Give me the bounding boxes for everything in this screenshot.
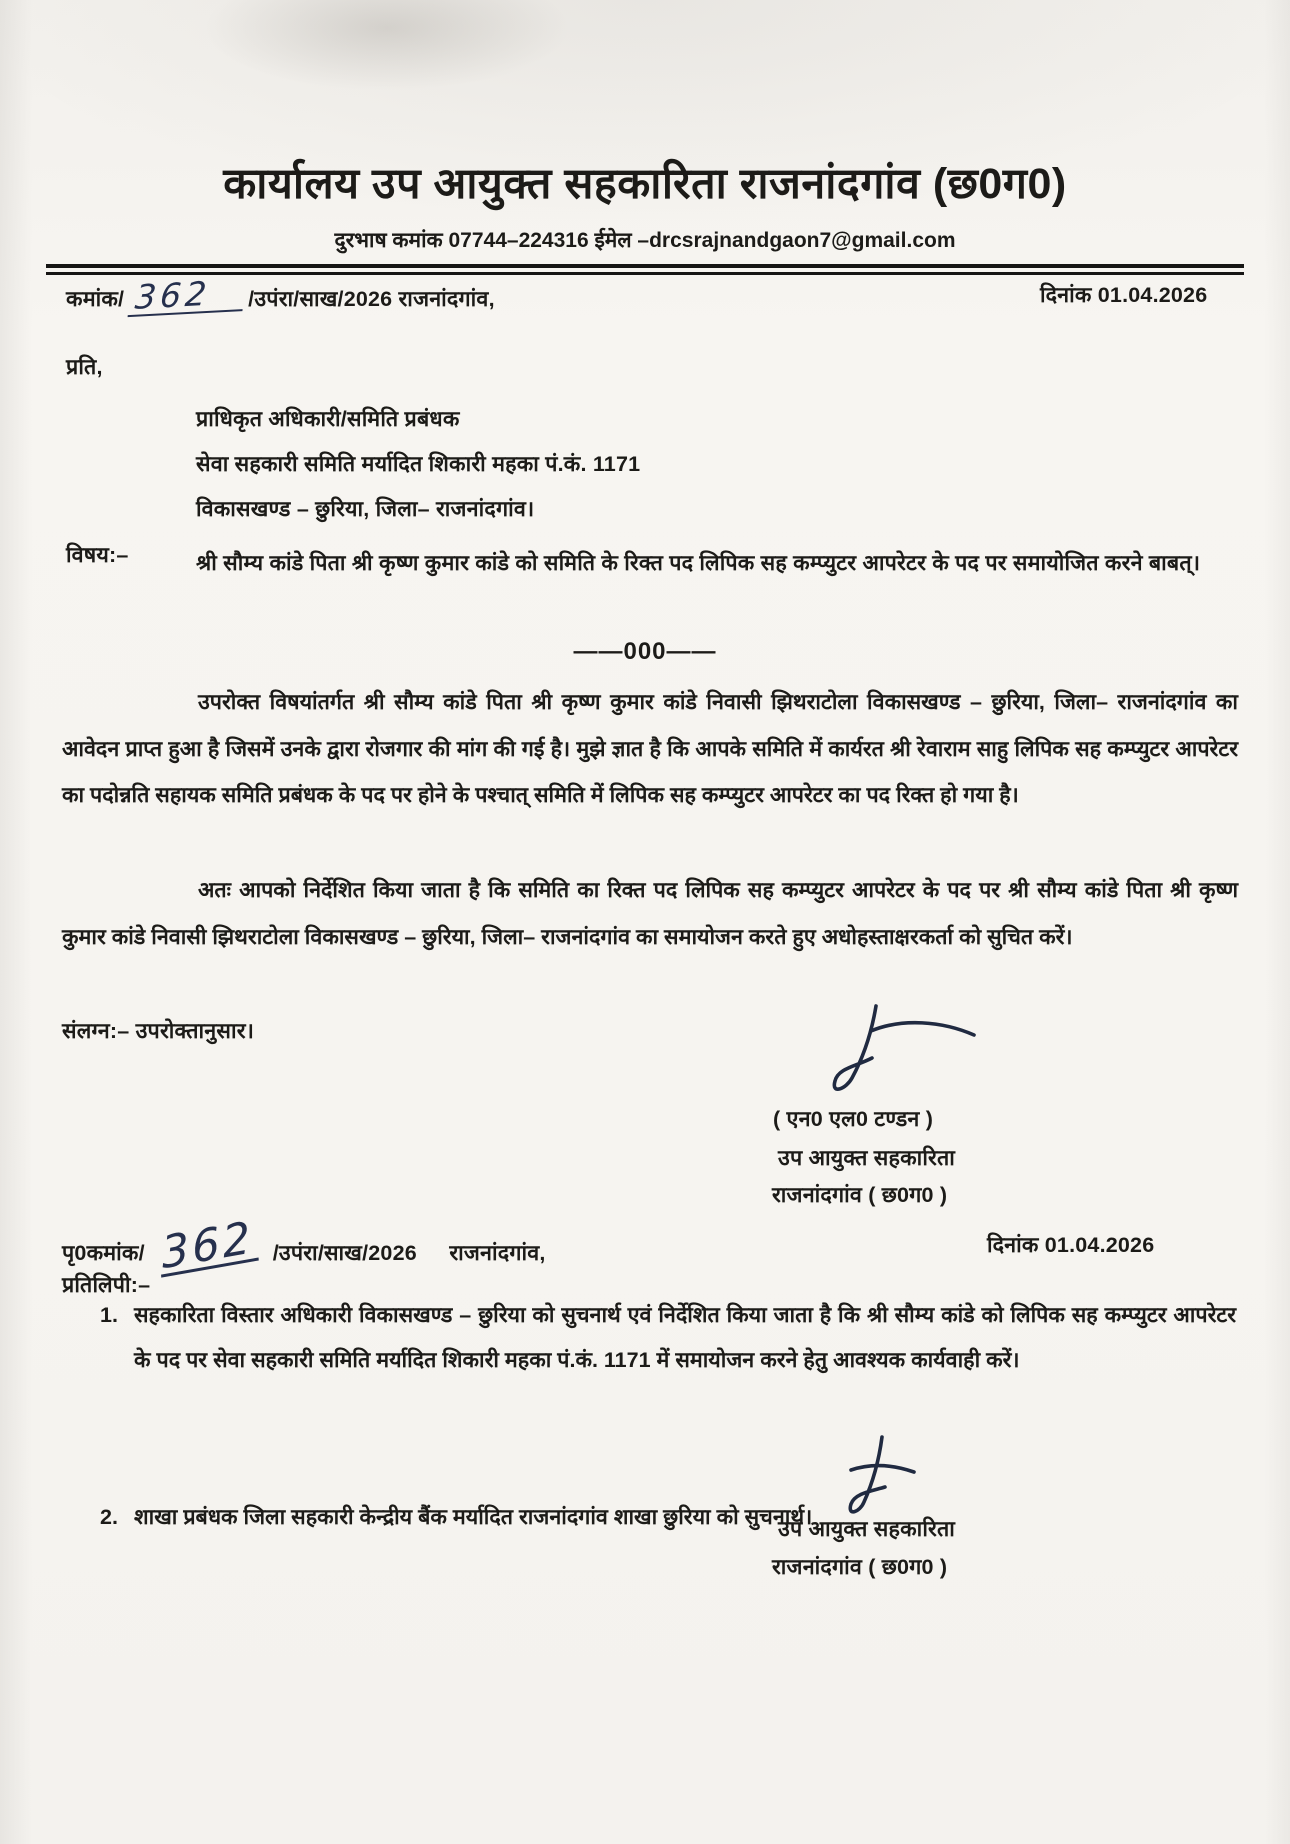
copy-item-2-text: शाखा प्रबंधक जिला सहकारी केन्द्रीय बैंक मर्यादित राजनांदगांव शाखा छुरिया को सुचनार्थ। <box>134 1505 813 1529</box>
copy-item-1 <box>100 1293 1236 1383</box>
reference-row <box>66 273 495 317</box>
copy-item-1-text: सहकारिता विस्तार अधिकारी विकासखण्ड – छुरिया को सुचनार्थ एवं निर्देशित किया जाता है कि श्री सौम्य कांडे को लिपिक सह कम्प्युटर आपरेटर के पद पर सेवा सहकारी समिति मर्यादित शिकारी महका पं.कं. 1171 में समायोजन करने हेतु आवश्यक कार्यवाही करें। <box>134 1303 1236 1372</box>
letterhead-divider <box>46 264 1244 275</box>
signatory-designation: उप आयुक्त सहकारिता <box>778 1146 955 1170</box>
endorsement-number-handwritten: 362 <box>158 1217 258 1277</box>
copy-item-2-number: 2. <box>100 1505 118 1529</box>
letterhead-title: कार्यालय उप आयुक्त सहकारिता राजनांदगांव (छ0ग0) <box>223 160 1067 208</box>
copy-label: प्रतिलिपी:– <box>62 1273 151 1297</box>
endorsement-date: दिनांक 01.04.2026 <box>987 1233 1155 1257</box>
reference-prefix: कमांक/ <box>66 287 125 311</box>
enclosure-line: संलग्न:– उपरोक्तानुसार। <box>62 1019 255 1043</box>
recipient-line-3: विकासखण्ड – छुरिया, जिला– राजनांदगांव। <box>196 497 535 521</box>
recipient-line-1: प्राधिकृत अधिकारी/समिति प्रबंधक <box>196 407 460 431</box>
body-paragraph-1: उपरोक्त विषयांतर्गत श्री सौम्य कांडे पिता श्री कृष्ण कुमार कांडे निवासी झिथराटोला विकासखण्ड – छुरिया, जिला– राजनांदगांव का आवेदन प्राप्त हुआ है जिसमें उनके द्वारा रोजगार की मांग की गई है। मुझे ज्ञात है कि आपके समिति में कार्यरत श्री रेवाराम साहु लिपिक सह कम्प्युटर आपरेटर का पदोन्नति सहायक समिति प्रबंधक के पद पर होने के पश्चात् समिति में लिपिक सह कम्प्युटर आपरेटर का पद रिक्त हो गया है। <box>62 690 1238 807</box>
subject-text: श्री सौम्य कांडे पिता श्री कृष्ण कुमार कांडे को समिति के रिक्त पद लिपिक सह कम्प्युटर आपरेटर के पद पर समायोजित करने बाबत्। <box>196 551 1201 575</box>
recipient-salutation: प्रति, <box>66 355 103 379</box>
copy-item-2 <box>100 1495 1236 1540</box>
separator-000: ——000—— <box>573 638 717 665</box>
signature-ink-2 <box>830 1432 940 1520</box>
signature-ink-1 <box>800 1000 985 1102</box>
copy-item-1-number: 1. <box>100 1303 118 1327</box>
letter-date: दिनांक 01.04.2026 <box>1040 283 1208 307</box>
endorsement-row <box>62 1212 546 1280</box>
body-paragraph-2: अतः आपको निर्देशित किया जाता है कि समिति का रिक्त पद लिपिक सह कम्प्युटर आपरेटर के पद पर श्री सौम्य कांडे पिता श्री कृष्ण कुमार कांडे निवासी झिथराटोला विकासखण्ड – छुरिया, जिला– राजनांदगांव का समायोजन करते हुए अधोहस्ताक्षरकर्ता को सुचित करें। <box>62 878 1238 949</box>
endorsement-suffix: /उपंरा/साख/2026 <box>272 1241 417 1265</box>
signatory-name: ( एन0 एल0 टण्डन ) <box>773 1107 934 1131</box>
signatory2-designation: उप आयुक्त सहकारिता <box>778 1517 955 1541</box>
endorsement-prefix: पृ0कमांक/ <box>62 1241 145 1265</box>
signatory2-place: राजनांदगांव ( छ0ग0 ) <box>772 1555 948 1579</box>
recipient-line-2: सेवा सहकारी समिति मर्यादित शिकारी महका पं.कं. 1171 <box>196 452 641 476</box>
endorsement-place: राजनांदगांव, <box>449 1241 546 1265</box>
subject-label: विषय:– <box>66 543 129 567</box>
reference-suffix: /उपंरा/साख/2026 राजनांदगांव, <box>248 287 495 311</box>
signatory-place: राजनांदगांव ( छ0ग0 ) <box>772 1183 948 1207</box>
reference-number-handwritten: 362 <box>127 277 245 317</box>
letterhead-contact-line: दुरभाष कमांक 07744–224316 ईमेल –drcsrajnandgaon7@gmail.com <box>334 229 956 252</box>
